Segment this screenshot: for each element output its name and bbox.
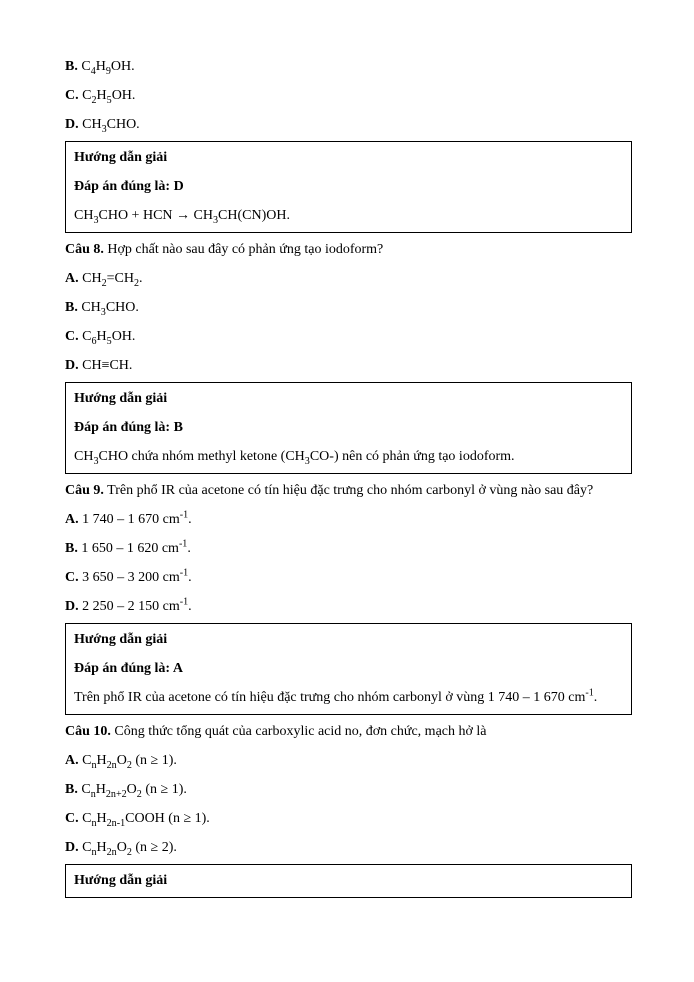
option-label: B.: [65, 782, 78, 797]
solution-title: Hướng dẫn giải: [74, 391, 168, 406]
option-text: $CH_2=CH_2$.: [82, 271, 143, 289]
option-line: [65, 534, 632, 563]
question-heading: [65, 717, 632, 746]
solution-text: Trên phổ IR của acetone có tín hiệu đặc trưng cho nhóm carbonyl ở vùng 1 740 – 1 670 $cm^{-1}$.: [74, 687, 598, 705]
option-text: 2 250 – 2 150 $cm^{-1}$.: [82, 596, 192, 614]
solution-box: [65, 864, 632, 898]
option-label: C.: [65, 570, 79, 585]
option-line: [65, 264, 632, 293]
solution-answer: Đáp án đúng là: B: [74, 420, 183, 435]
option-label: C.: [65, 329, 79, 344]
solution-box: [65, 141, 632, 233]
option-text: $C_nH_{2n}O_2$ (n ≥ 2).: [82, 840, 177, 858]
option-text: CH≡CH.: [82, 358, 133, 373]
question-text: Trên phổ IR của acetone có tín hiệu đặc trưng cho nhóm carbonyl ở vùng nào sau đây?: [107, 483, 594, 498]
option-text: $C_nH_{2n}O_2$ (n ≥ 1).: [82, 753, 177, 771]
question-text: Hợp chất nào sau đây có phản ứng tạo iodoform?: [107, 242, 384, 257]
option-text: 1 650 – 1 620 $cm^{-1}$.: [81, 538, 191, 556]
option-line: [65, 322, 632, 351]
solution-text: $CH_3CHO$ + HCN → $CH_3CH(CN)OH$.: [74, 208, 290, 226]
solution-answer: Đáp án đúng là: A: [74, 661, 183, 676]
option-line: [65, 110, 632, 139]
question-number: Câu 9.: [65, 483, 104, 498]
question-heading: [65, 476, 632, 505]
question-number: Câu 8.: [65, 242, 104, 257]
solution-answer: Đáp án đúng là: D: [74, 179, 184, 194]
solution-title: Hướng dẫn giải: [74, 873, 168, 888]
option-label: D.: [65, 358, 79, 373]
option-line: [65, 833, 632, 862]
option-label: A.: [65, 271, 79, 286]
option-label: B.: [65, 300, 78, 315]
question-heading: [65, 235, 632, 264]
question-text: Công thức tổng quát của carboxylic acid no, đơn chức, mạch hở là: [114, 724, 487, 739]
option-line: [65, 563, 632, 592]
option-text: 3 650 – 3 200 $cm^{-1}$.: [82, 567, 192, 585]
option-line: [65, 351, 632, 380]
solution-title: Hướng dẫn giải: [74, 150, 168, 165]
solution-text: $CH_3CHO$ chứa nhóm methyl ketone $(CH_3CO-)$ nên có phản ứng tạo iodoform.: [74, 449, 515, 467]
option-label: C.: [65, 88, 79, 103]
option-line: [65, 81, 632, 110]
option-text: 1 740 – 1 670 $cm^{-1}$.: [82, 509, 192, 527]
question-number: Câu 10.: [65, 724, 111, 739]
option-label: B.: [65, 59, 78, 74]
option-line: [65, 775, 632, 804]
option-line: [65, 293, 632, 322]
option-label: D.: [65, 117, 79, 132]
option-line: [65, 505, 632, 534]
option-label: A.: [65, 753, 79, 768]
option-text: $C_2H_5OH$.: [82, 88, 136, 106]
option-line: [65, 592, 632, 621]
option-text: $C_6H_5OH$.: [82, 329, 136, 347]
option-label: D.: [65, 840, 79, 855]
option-text: $C_nH_{2n-1}COOH$ (n ≥ 1).: [82, 811, 210, 829]
solution-box: [65, 382, 632, 474]
option-text: $C_nH_{2n+2}O_2$ (n ≥ 1).: [81, 782, 187, 800]
option-line: [65, 804, 632, 833]
option-text: $CH_3CHO$.: [81, 300, 139, 318]
solution-title: Hướng dẫn giải: [74, 632, 168, 647]
option-label: B.: [65, 541, 78, 556]
option-text: $CH_3CHO$.: [82, 117, 140, 135]
option-line: [65, 52, 632, 81]
option-line: [65, 746, 632, 775]
option-text: $C_4H_9OH$.: [81, 59, 135, 77]
option-label: A.: [65, 512, 79, 527]
option-label: D.: [65, 599, 79, 614]
option-label: C.: [65, 811, 79, 826]
solution-box: [65, 623, 632, 715]
